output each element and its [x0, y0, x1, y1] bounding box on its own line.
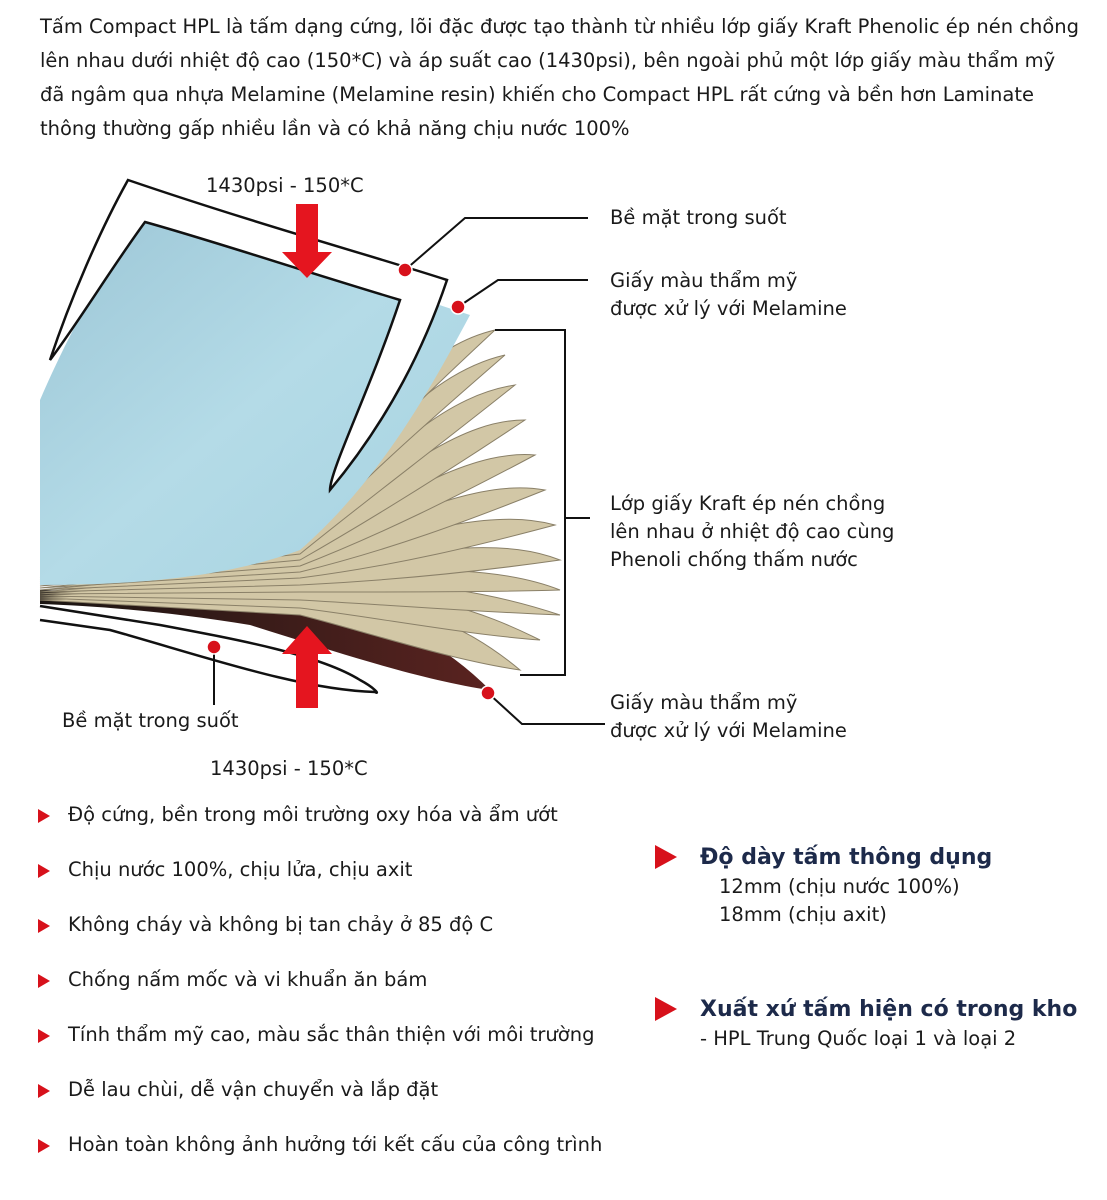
feature-list	[38, 800, 602, 1185]
dot-surface-bottom	[207, 640, 221, 654]
bullet-triangle-icon	[38, 1084, 50, 1098]
heading-triangle-icon	[655, 845, 677, 869]
dot-surface-top	[398, 263, 412, 277]
label-decor-bottom-1: Giấy màu thẩm mỹ	[610, 691, 798, 714]
dot-decor-bottom	[481, 686, 495, 700]
label-surface-top: Bề mặt trong suốt	[610, 206, 787, 229]
label-decor-top-1: Giấy màu thẩm mỹ	[610, 269, 798, 292]
feature-item: Hoàn toàn không ảnh hưởng tới kết cấu của công trình	[38, 1130, 602, 1185]
label-kraft-2: lên nhau ở nhiệt độ cao cùng	[610, 520, 895, 543]
bullet-triangle-icon	[38, 919, 50, 933]
intro-paragraph: Tấm Compact HPL là tấm dạng cứng, lõi đặc được tạo thành từ nhiều lớp giấy Kraft Phenolic ép nén chồng lên nhau dưới nhiệt độ cao (150*C) và áp suất cao (1430psi), bên ngoài phủ một lớp giấy màu thẩm mỹ đã ngâm qua nhựa Melamine (Melamine resin) khiến cho Compact HPL rất cứng và bền hơn Laminate thông thường gấp nhiều lần và có khả năng chịu nước 100%	[40, 15, 1080, 140]
label-decor-bottom-2: được xử lý với Melamine	[610, 719, 847, 742]
bullet-triangle-icon	[38, 1139, 50, 1153]
origin-title: Xuất xứ tấm hiện có trong kho	[655, 995, 1077, 1025]
feature-item: Chống nấm mốc và vi khuẩn ăn bám	[38, 965, 602, 1020]
feature-item: Dễ lau chùi, dễ vận chuyển và lắp đặt	[38, 1075, 602, 1130]
feature-item: Độ cứng, bền trong môi trường oxy hóa và ẩm ướt	[38, 800, 602, 855]
feature-item: Chịu nước 100%, chịu lửa, chịu axit	[38, 855, 602, 910]
bullet-triangle-icon	[38, 864, 50, 878]
label-kraft-3: Phenoli chống thấm nước	[610, 548, 858, 571]
leader-surface-top	[405, 218, 588, 270]
bullet-triangle-icon	[38, 974, 50, 988]
bullet-triangle-icon	[38, 1029, 50, 1043]
label-kraft-1: Lớp giấy Kraft ép nén chồng	[610, 492, 886, 515]
feature-item: Không cháy và không bị tan chảy ở 85 độ C	[38, 910, 602, 965]
heading-triangle-icon	[655, 997, 677, 1021]
dot-decor-top	[451, 300, 465, 314]
thickness-item: 12mm (chịu nước 100%)	[719, 875, 960, 898]
leader-decor-bottom	[488, 693, 605, 724]
bullet-triangle-icon	[38, 809, 50, 823]
thickness-item: 18mm (chịu axit)	[719, 903, 887, 926]
pressure-label-bottom: 1430psi - 150*C	[210, 757, 368, 780]
origin-item: - HPL Trung Quốc loại 1 và loại 2	[700, 1027, 1017, 1050]
feature-item: Tính thẩm mỹ cao, màu sắc thân thiện với môi trường	[38, 1020, 602, 1075]
leader-decor-top	[458, 280, 588, 307]
origin-block	[655, 995, 1077, 1053]
thickness-block	[655, 843, 992, 929]
label-surface-bottom: Bề mặt trong suốt	[62, 709, 239, 732]
thickness-title: Độ dày tấm thông dụng	[655, 843, 992, 873]
label-decor-top-2: được xử lý với Melamine	[610, 297, 847, 320]
pressure-label-top: 1430psi - 150*C	[206, 174, 364, 197]
